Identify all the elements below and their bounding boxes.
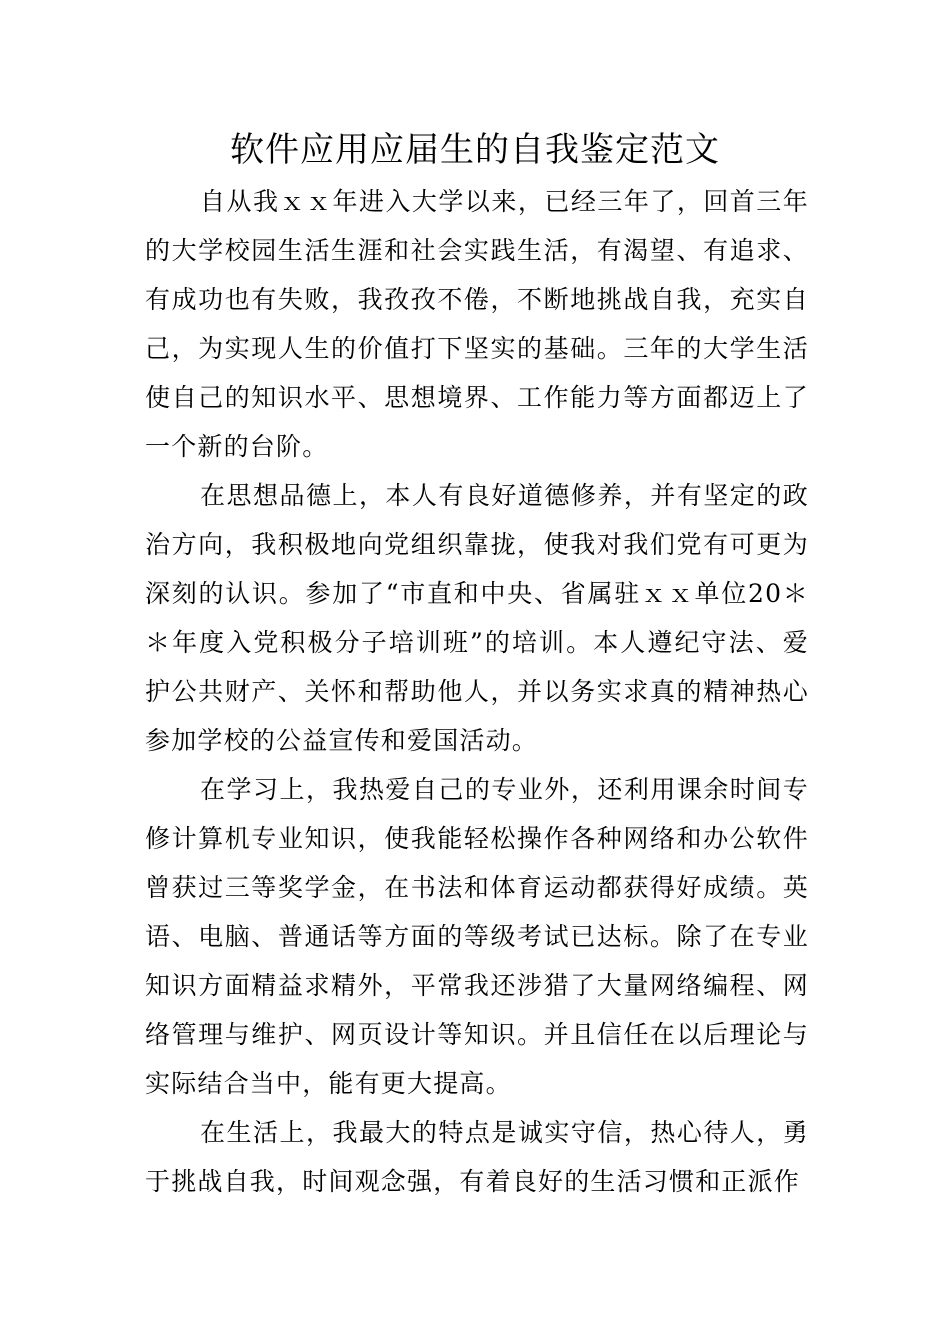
paragraph-ideology: 在思想品德上，本人有良好道德修养，并有坚定的政治方向，我积极地向党组织靠拢，使我对我们党有可更为深刻的认识。参加了“市直和中央、省属驻ｘｘ单位20＊＊年度入党积极分子培训班”的培训。本人遵纪守法、爱护公共财产、关怀和帮助他人，并以务实求真的精神热心参加学校的公益宣传和爱国活动。 — [145, 481, 809, 755]
paragraph-study: 在学习上，我热爱自己的专业外，还利用课余时间专修计算机专业知识，使我能轻松操作各种网络和办公软件曾获过三等奖学金，在书法和体育运动都获得好成绩。英语、电脑、普通话等方面的等级考试已达标。除了在专业知识方面精益求精外，平常我还涉猎了大量网络编程、网络管理与维护、网页设计等知识。并且信任在以后理论与实际结合当中，能有更大提高。 — [145, 775, 809, 1098]
paragraph-life: 在生活上，我最大的特点是诚实守信，热心待人，勇于挑战自我，时间观念强，有着良好的生活习惯和正派作 — [145, 1118, 809, 1196]
document-body — [145, 177, 809, 1206]
document-title: 软件应用应届生的自我鉴定范文 — [230, 130, 720, 170]
paragraph-intro: 自从我ｘｘ年进入大学以来，已经三年了，回首三年的大学校园生活生涯和社会实践生活，有渴望、有追求、有成功也有失败，我孜孜不倦，不断地挑战自我，充实自己，为实现人生的价值打下坚实的基础。三年的大学生活使自己的知识水平、思想境界、工作能力等方面都迈上了一个新的台阶。 — [145, 187, 809, 461]
